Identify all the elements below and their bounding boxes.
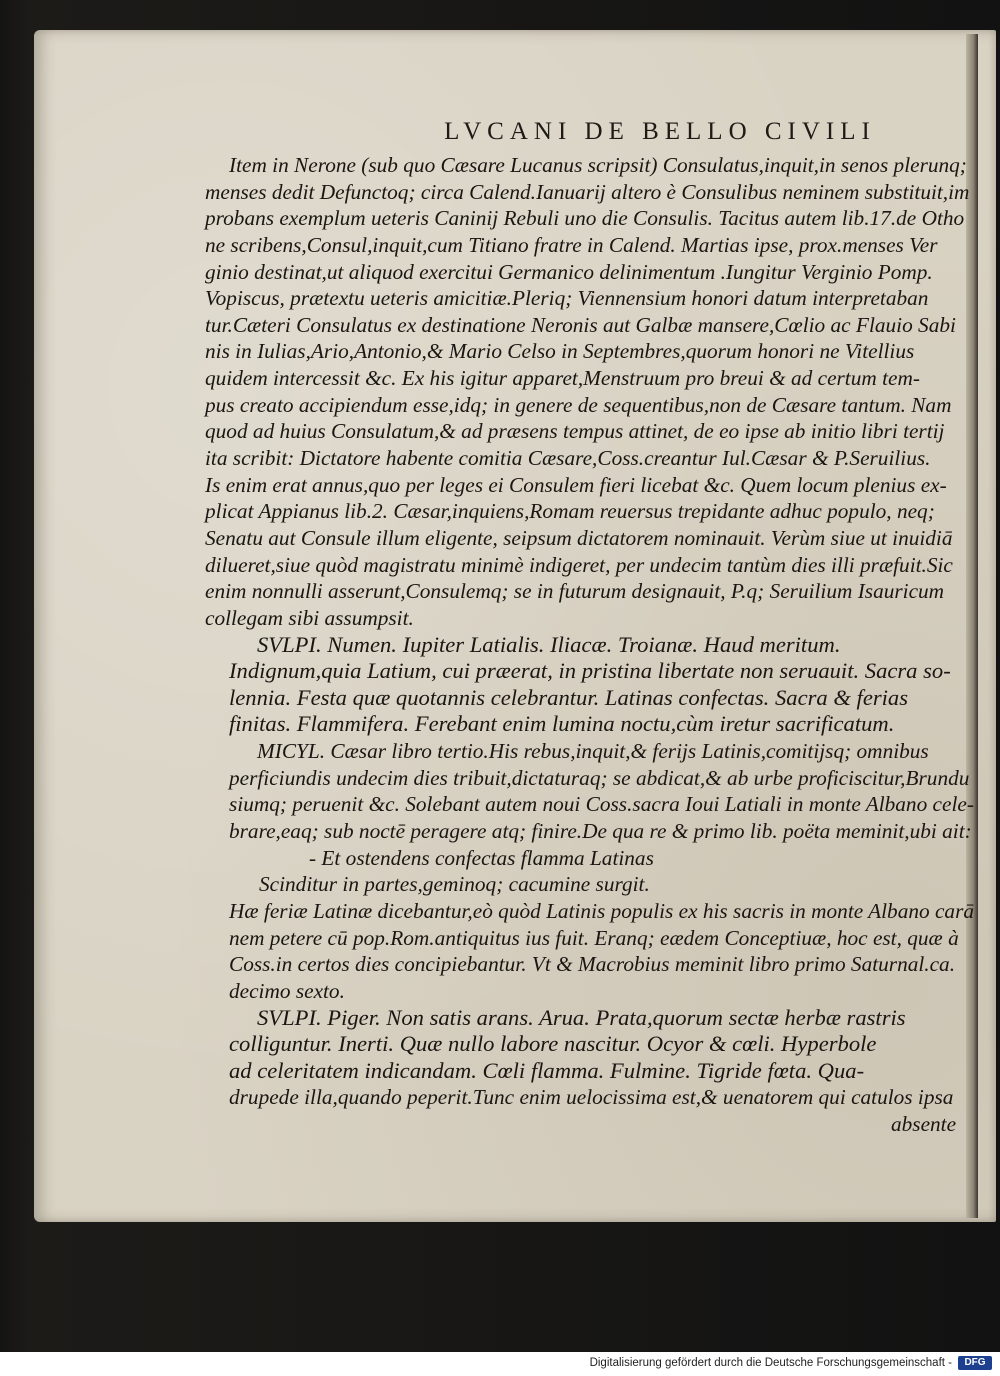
text-line: nem petere cū pop.Rom.antiquitus ius fuit. Eranq; eædem Conceptiuæ, hoc est, quæ à — [229, 925, 959, 950]
text-line: menses dedit Defunctoq; circa Calend.Ianuarij altero è Consulibus neminem substituit,im — [205, 179, 970, 204]
text-line: ginio destinat,ut aliquod exercitui Germanico delinimentum .Iungitur Verginio Pomp. — [205, 259, 933, 284]
text-line: ne scribens,Consul,inquit,cum Titiano fratre in Calend. Martias ipse, prox.menses Ver — [205, 232, 938, 257]
footer-bar — [0, 1352, 1000, 1376]
text-line: Coss.in certos dies concipiebantur. Vt & Macrobius meminit libro primo Saturnal.ca. — [229, 952, 956, 977]
text-line: perficiundis undecim dies tribuit,dictaturaq; se abdicat,& ab urbe proficiscitur,Brundu — [229, 765, 970, 790]
text-line: pus creato accipiendum esse,idq; in genere de sequentibus,non de Cæsare tantum. Nam — [205, 392, 952, 417]
text-line: brare,eaq; sub noctē peragere atq; finire.De qua re & primo lib. poëta meminit,ubi ait: — [229, 819, 972, 844]
catchword: absente — [891, 1112, 957, 1137]
text-line: collegam sibi assumpsit. — [205, 605, 414, 630]
text-line: ita scribit: Dictatore habente comitia Cæsare,Coss.creantur Iul.Cæsar & P.Seruilius. — [205, 446, 931, 471]
text-line: Indignum,quia Latium, cui præerat, in pristina libertate non seruauit. Sacra so- — [229, 658, 951, 684]
text-line: ad celeritatem indicandam. Cœli flamma. Fulmine. Tigride fœta. Qua- — [229, 1057, 865, 1083]
verse-line: - Et ostendens confectas flamma Latinas — [309, 845, 654, 870]
text-line: enim nonnulli asserunt,Consulemq; se in futurum designauit, P.q; Seruilium Isauricum — [205, 579, 945, 604]
text-line: siumq; peruenit &c. Solebant autem noui Coss.sacra Ioui Latiali in monte Albano cele- — [229, 792, 974, 817]
text-line: decimo sexto. — [229, 978, 345, 1003]
text-line: SVLPI. Piger. Non satis arans. Arua. Prata,quorum sectæ herbæ rastris — [257, 1004, 906, 1030]
body-text — [205, 152, 980, 1138]
funding-credit: Digitalisierung gefördert durch die Deutsche Forschungsgemeinschaft - — [589, 1357, 952, 1369]
verse-line: Scinditur in partes,geminoq; cacumine surgit. — [259, 872, 650, 897]
text-line: Senatu aut Consule illum eligente, seipsum dictatorem nominauit. Verùm siue ut inuidiā — [205, 525, 953, 550]
text-line: plicat Appianus lib.2. Cæsar,inquiens,Romam reuersus trepidante adhuc populo, neq; — [205, 499, 935, 524]
text-line: drupede illa,quando peperit.Tunc enim uelocissima est,& uenatorem qui catulos ipsa — [229, 1085, 954, 1110]
text-line: MICYL. Cæsar libro tertio.His rebus,inquit,& ferijs Latinis,comitijsq; omnibus — [257, 739, 929, 764]
text-line: lennia. Festa quæ quotannis celebrantur. Latinas confectas. Sacra & ferias — [229, 684, 909, 710]
text-line: colliguntur. Inerti. Quæ nullo labore nascitur. Ocyor & cœli. Hyperbole — [229, 1031, 877, 1057]
text-line: probans exemplum ueteris Caninij Rebuli uno die Consulis. Tacitus autem lib.17.de Otho — [205, 206, 965, 231]
dfg-logo-icon: DFG — [958, 1356, 992, 1370]
text-line: tur.Cæteri Consulatus ex destinatione Neronis aut Galbæ mansere,Cœlio ac Flauio Sabi — [205, 312, 956, 337]
text-line: finitas. Flammifera. Ferebant enim lumina noctu,cùm iretur sacrificatum. — [229, 711, 895, 737]
text-line: Is enim erat annus,quo per leges ei Consulem fieri licebat &c. Quem locum plenius ex- — [205, 472, 947, 497]
text-line: quidem intercessit &c. Ex his igitur apparet,Menstruum pro breui & ad certum tem- — [205, 366, 920, 391]
running-head: LVCANI DE BELLO CIVILI — [444, 118, 876, 145]
text-line: nis in Iulias,Ario,Antonio,& Mario Celso in Septembres,quorum honori ne Vitellius — [205, 339, 915, 364]
text-line: SVLPI. Numen. Iupiter Latialis. Iliacæ. Troianæ. Haud meritum. — [257, 631, 841, 657]
text-line: Item in Nerone (sub quo Cæsare Lucanus scripsit) Consulatus,inquit,in senos plerunq; — [229, 153, 967, 177]
text-line: Hæ feriæ Latinæ dicebantur,eò quòd Latinis populis ex his sacris in monte Albano carā — [229, 898, 975, 923]
text-line: dilueret,siue quòd magistratu minimè indigeret, per undecim tantùm dies illi præfuit.Sic — [205, 552, 953, 577]
text-line: Vopiscus, prætextu ueteris amicitiæ.Pleriq; Viennensium honori datum interpretaban — [205, 286, 929, 311]
text-line: quod ad huius Consulatum,& ad præsens tempus attinet, de eo ipse ab initio libri tertij — [205, 419, 945, 444]
